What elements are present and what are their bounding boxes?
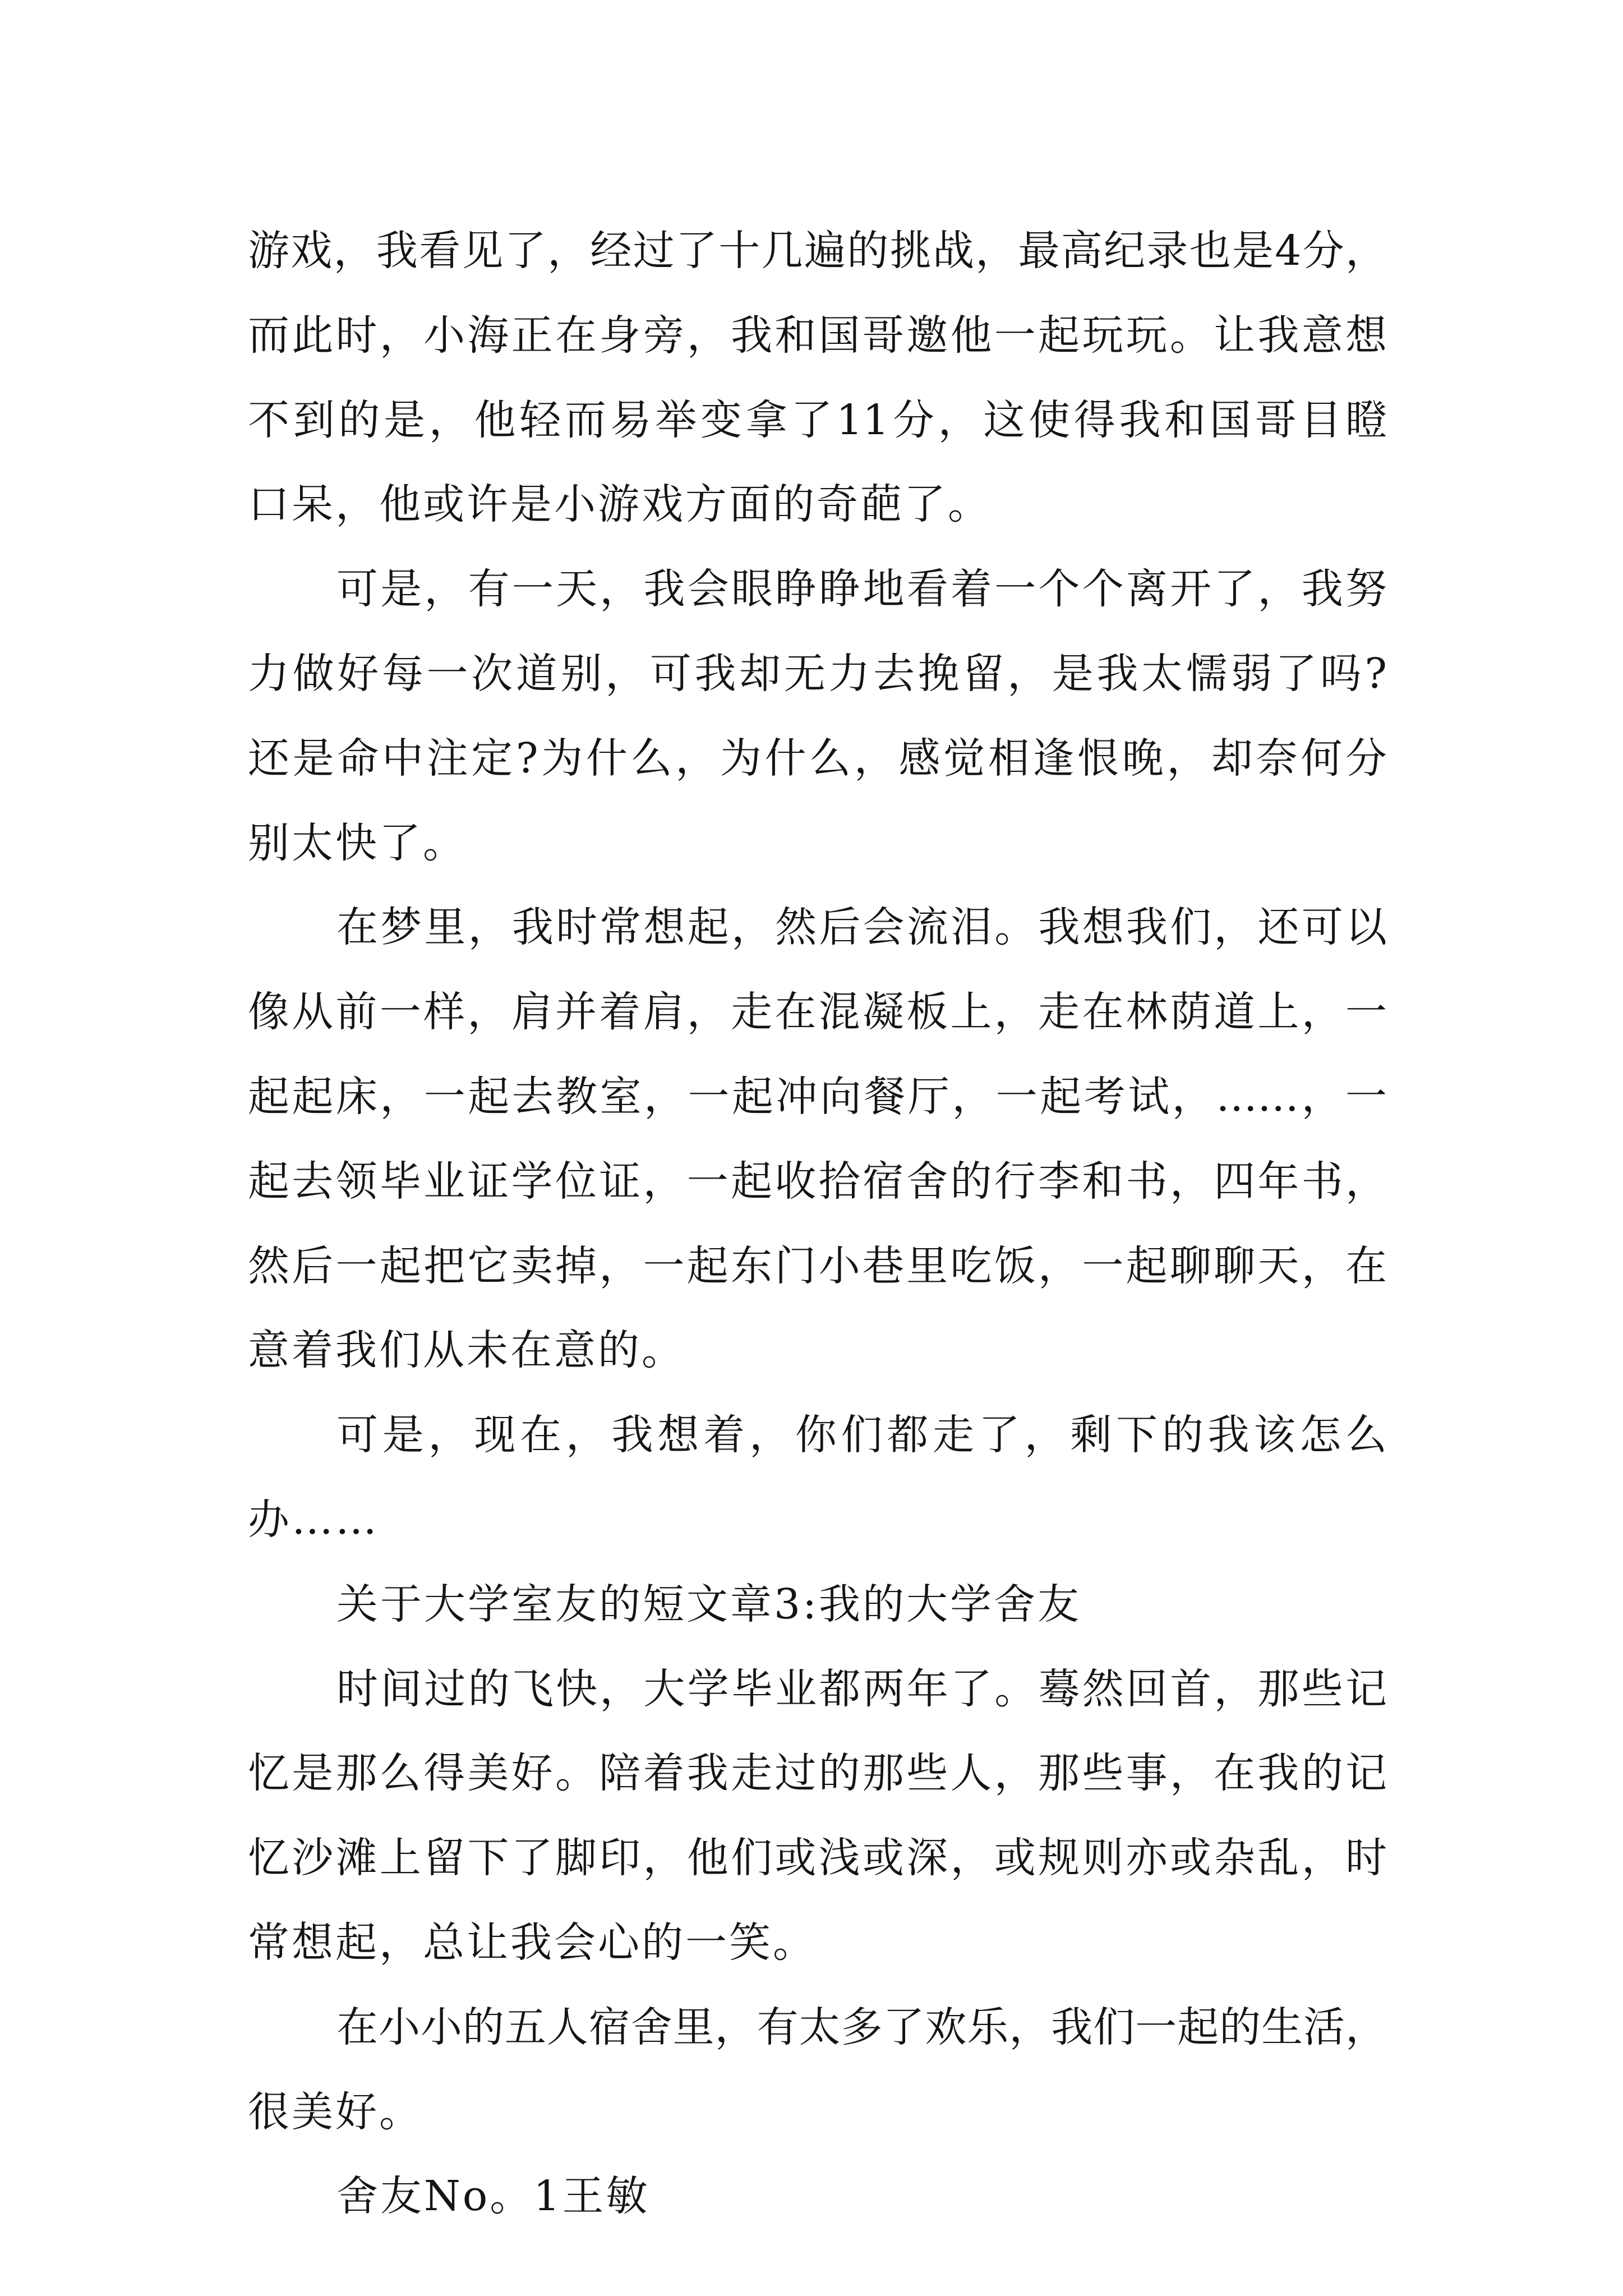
- paragraph: [248, 1985, 1387, 2155]
- text-line: 在小小的五人宿舍里，有太多了欢乐，我们一起的生活，: [336, 2003, 1387, 2051]
- document-page: [248, 209, 1387, 2239]
- text-line: 忆是那么得美好。陪着我走过的那些人，那些事，在我的记: [248, 1749, 1387, 1798]
- text-line: 办……: [248, 1495, 379, 1544]
- text-line: 力做好每一次道别，可我却无力去挽留，是我太懦弱了吗?: [248, 649, 1387, 698]
- paragraph: [248, 209, 1387, 547]
- paragraph: [248, 2154, 1387, 2239]
- paragraph: [248, 1647, 1387, 1985]
- text-line: 常想起，总让我会心的一笑。: [248, 1918, 817, 1967]
- text-line: 口呆，他或许是小游戏方面的奇葩了。: [248, 480, 992, 529]
- heading-line: 关于大学室友的短文章3:我的大学舍友: [336, 1580, 1082, 1628]
- text-line: 起去领毕业证学位证，一起收拾宿舍的行李和书，四年书，: [248, 1157, 1387, 1205]
- text-line: 在梦里，我时常想起，然后会流泪。我想我们，还可以: [336, 903, 1387, 952]
- text-line: 意着我们从未在意的。: [248, 1326, 685, 1375]
- text-line: 游戏，我看见了，经过了十几遍的挑战，最高纪录也是4分，: [248, 227, 1387, 275]
- text-line: 别太快了。: [248, 818, 467, 867]
- text-line: 舍友No。1王敏: [336, 2172, 650, 2221]
- text-line: 可是，有一天，我会眼睁睁地看着一个个离开了，我努: [336, 565, 1387, 614]
- text-line: 然后一起把它卖掉，一起东门小巷里吃饭，一起聊聊天，在: [248, 1241, 1387, 1290]
- section-heading: [248, 1562, 1387, 1647]
- text-line: 时间过的飞快，大学毕业都两年了。蓦然回首，那些记: [336, 1664, 1387, 1713]
- text-line: 很美好。: [248, 2087, 423, 2136]
- text-line: 起起床，一起去教室，一起冲向餐厅，一起考试，……，一: [248, 1072, 1387, 1121]
- text-line: 像从前一样，肩并着肩，走在混凝板上，走在林荫道上，一: [248, 988, 1387, 1037]
- paragraph: [248, 1393, 1387, 1562]
- text-line: 可是，现在，我想着，你们都走了，剩下的我该怎么: [336, 1411, 1387, 1460]
- text-line: 不到的是，他轻而易举变拿了11分，这使得我和国哥目瞪: [248, 395, 1387, 444]
- paragraph: [248, 547, 1387, 885]
- text-line: 而此时，小海正在身旁，我和国哥邀他一起玩玩。让我意想: [248, 311, 1387, 360]
- paragraph: [248, 885, 1387, 1393]
- text-line: 还是命中注定?为什么，为什么，感觉相逢恨晚，却奈何分: [248, 734, 1387, 783]
- text-line: 忆沙滩上留下了脚印，他们或浅或深，或规则亦或杂乱，时: [248, 1834, 1387, 1883]
